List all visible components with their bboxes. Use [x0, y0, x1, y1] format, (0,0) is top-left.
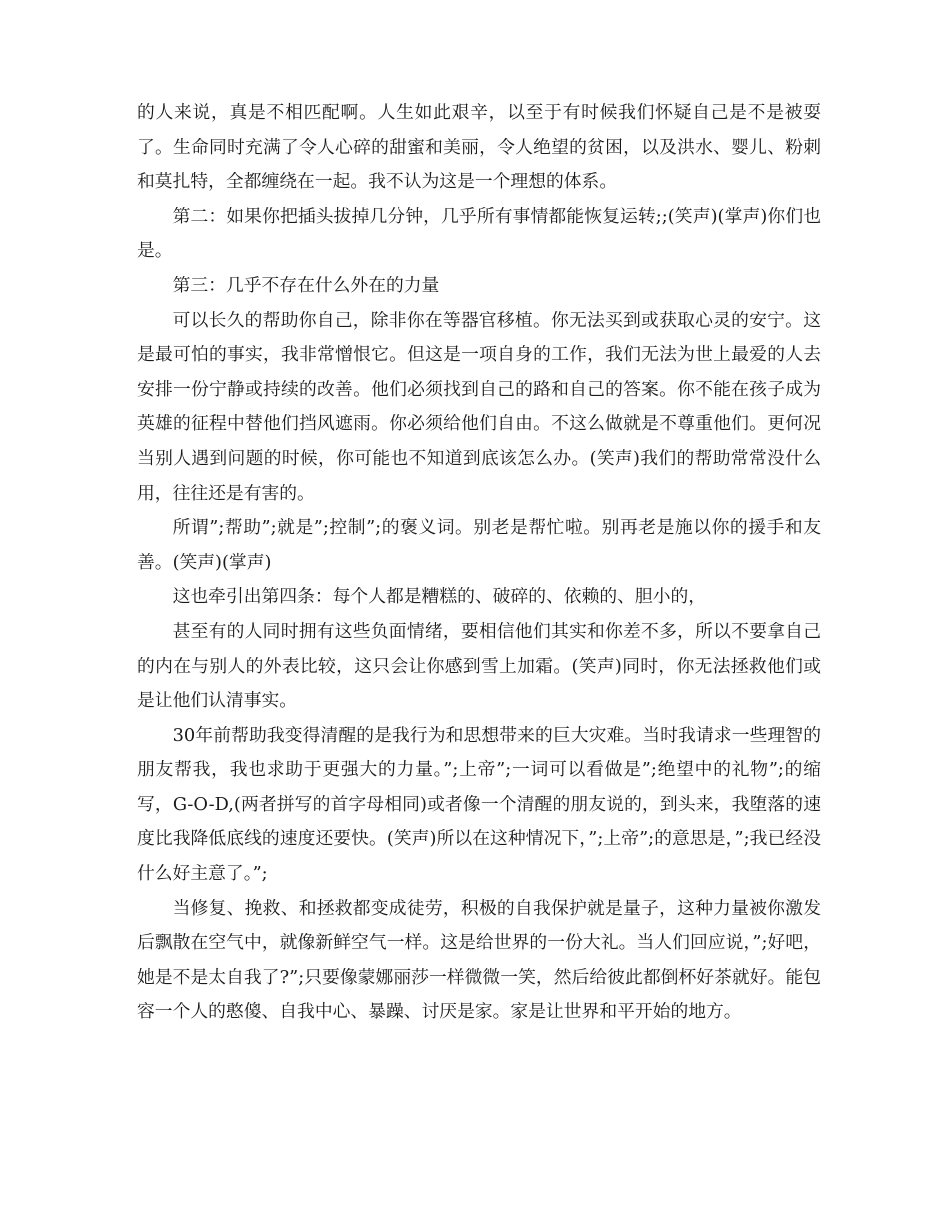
paragraph-self-care: 当修复、挽救、和拯救都变成徒劳，积极的自我保护就是量子，这种力量被你激发后飘散在空气中，就像新鲜空气一样。这是给世界的一份大礼。当人们回应说，”;好吧，她是不是太自我了?”;只要像蒙娜丽莎一样微微一笑，然后给彼此都倒杯好茶就好。能包容一个人的憨傻、自我中心、暴躁、讨厌是家。家是让世界和平开始的地方。 [137, 897, 821, 1023]
paragraph-point-three-heading: 第三：几乎不存在什么外在的力量 [172, 274, 440, 296]
paragraph-help-control: 所谓”;帮助”;就是”;控制”;的褒义词。别老是帮忙啦。别再老是施以你的援手和友善。(笑声)(掌声) [137, 517, 821, 573]
document-body [137, 96, 821, 1030]
paragraph-thirty-years: 30年前帮助我变得清醒的是我行为和思想带来的巨大灾难。当时我请求一些理智的朋友帮我，我也求助于更强大的力量。”;上帝”;一词可以看做是”;绝望中的礼物”;的缩写，G-O-D,(两者拼写的首字母相同)或者像一个清醒的朋友说的，到头来，我堕落的速度比我降低底线的速度还要快。(笑声)所以在这种情况下，”;上帝”;的意思是，”;我已经没什么好主意了。”; [137, 724, 821, 885]
paragraph-point-four-heading: 这也牵引出第四条：每个人都是糟糕的、破碎的、依赖的、胆小的， [172, 586, 707, 608]
paragraph-continuation: 的人来说，真是不相匹配啊。人生如此艰辛，以至于有时候我们怀疑自己是不是被耍了。生命同时充满了令人心碎的甜蜜和美丽，令人绝望的贫困，以及洪水、婴儿、粉刺和莫扎特，全都缠绕在一起。我不认为这是一个理想的体系。 [137, 102, 821, 193]
paragraph-point-three-body: 可以长久的帮助你自己，除非你在等器官移植。你无法买到或获取心灵的安宁。这是最可怕的事实，我非常憎恨它。但这是一项自身的工作，我们无法为世上最爱的人去安排一份宁静或持续的改善。他们必须找到自己的路和自己的答案。你不能在孩子成为英雄的征程中替他们挡风遮雨。你必须给他们自由。不这么做就是不尊重他们。更何况当别人遇到问题的时候，你可能也不知道到底该怎么办。(笑声)我们的帮助常常没什么用，往往还是有害的。 [137, 309, 821, 504]
paragraph-point-four-body: 甚至有的人同时拥有这些负面情绪，要相信他们其实和你差不多，所以不要拿自己的内在与别人的外表比较，这只会让你感到雪上加霜。(笑声)同时，你无法拯救他们或是让他们认清事实。 [137, 620, 821, 712]
paragraph-point-two: 第二：如果你把插头拔掉几分钟，几乎所有事情都能恢复运转;;(笑声)(掌声)你们也是。 [137, 205, 821, 262]
